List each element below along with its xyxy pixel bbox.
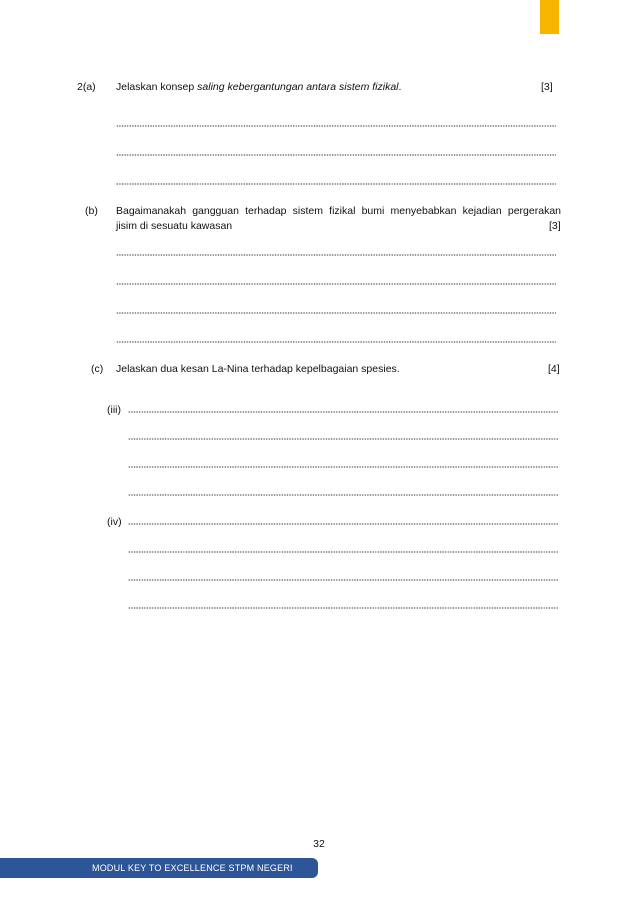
answer-line[interactable] [116, 183, 556, 185]
answer-line[interactable] [128, 523, 558, 525]
answer-line[interactable] [128, 438, 558, 440]
answer-line[interactable] [128, 607, 558, 609]
answer-line[interactable] [128, 579, 558, 581]
footer-banner [0, 858, 318, 893]
answer-line[interactable] [116, 254, 556, 256]
question-2c-number: (c) [91, 363, 104, 375]
subquestion-label-iii: (iii) [107, 404, 121, 416]
answer-line[interactable] [128, 466, 558, 468]
subquestion-label-iv: (iv) [107, 516, 122, 528]
footer-text: MODUL KEY TO EXCELLENCE STPM NEGERI PERAK [92, 863, 293, 893]
question-2b-number: (b) [85, 205, 98, 217]
question-2c-text: Jelaskan dua kesan La-Nina terhadap kepelbagaian spesies. [116, 363, 400, 375]
question-2b-text-line1: Bagaimanakah gangguan terhadap sistem fizikal bumi menyebabkan kejadian pergerakan [116, 205, 561, 217]
question-2a-text: Jelaskan konsep saling kebergantungan antara sistem fizikal. [116, 81, 402, 93]
answer-line[interactable] [128, 411, 558, 413]
answer-line[interactable] [116, 312, 556, 314]
answer-line[interactable] [116, 341, 556, 343]
yellow-corner-tab [540, 0, 559, 34]
page-number: 32 [313, 838, 325, 850]
answer-line[interactable] [116, 125, 556, 127]
answer-line[interactable] [116, 154, 556, 156]
question-2b-text-line2: jisim di sesuatu kawasan [116, 220, 233, 232]
question-2b-marks: [3] [549, 220, 561, 232]
answer-line[interactable] [128, 494, 558, 496]
answer-line[interactable] [116, 283, 556, 285]
question-2a-number: 2(a) [77, 81, 96, 93]
answer-line[interactable] [128, 551, 558, 553]
question-2c-marks: [4] [548, 363, 560, 375]
question-2a-marks: [3] [541, 81, 553, 93]
